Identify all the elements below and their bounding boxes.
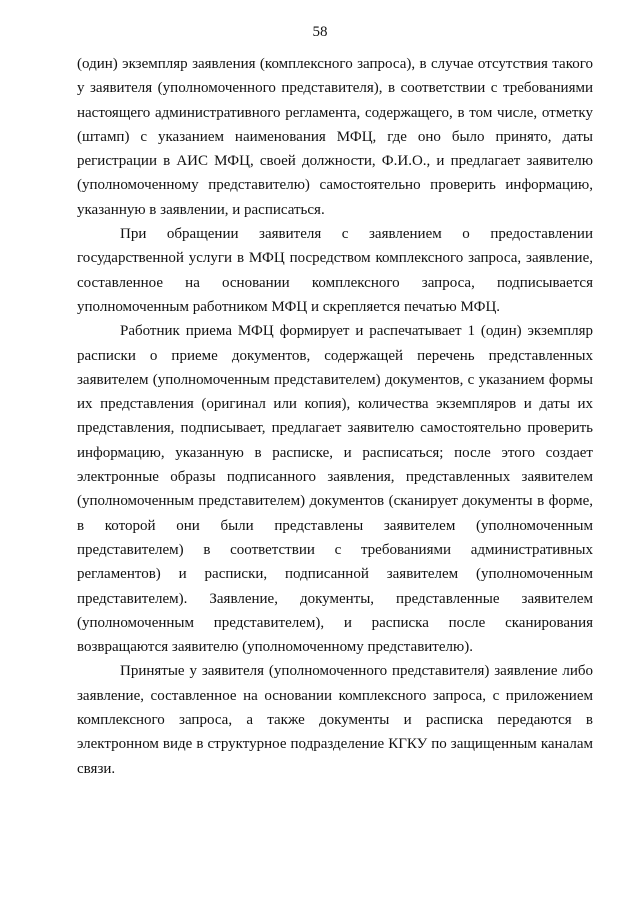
paragraph-continuation: (один) экземпляр заявления (комплексного запроса), в случае отсутствия такого у заявителя (уполномоченного представителя), в соответствии с требованиями настоящего административного регламента, содержащего, в том числе, отметку (штамп) с указанием наименования МФЦ, где оно было принято, даты регистрации в АИС МФЦ, своей должности, Ф.И.О., и предлагает заявителю (уполномоченному представителю) самостоятельно проверить информацию, указанную в заявлении, и расписаться.	[77, 56, 593, 218]
page-number: 58	[312, 24, 328, 40]
paragraph-complex-request: При обращении заявителя с заявлением о предоставлении государственной услуги в МФЦ посредством комплексного запроса, заявление, составленное на основании комплексного запроса, подписывается уполномоченным работником МФЦ и скрепляется печатью МФЦ.	[77, 226, 593, 315]
paragraph-transfer: Принятые у заявителя (уполномоченного представителя) заявление либо заявление, составленное на основании комплексного запроса, с приложением комплексного запроса, а также документы и расписка передаются в электронном виде в структурное подразделение КГКУ по защищенным каналам связи.	[77, 663, 593, 777]
paragraph-receipt: Работник приема МФЦ формирует и распечатывает 1 (один) экземпляр расписки о приеме документов, содержащей перечень представленных заявителем (уполномоченным представителем) документов, с указанием формы их представления (оригинал или копия), количества экземпляров и даты их представления, подписывает, предлагает заявителю самостоятельно проверить информацию, указанную в расписке, и расписаться; после этого создает электронные образы подписанного заявления, представленных заявителем (уполномоченным представителем) документов (сканирует документы в форме, в которой они были представлены заявителем (уполномоченным представителем) в соответствии с требованиями административных регламентов) и расписки, подписанной заявителем (уполномоченным представителем). Заявление, документы, представленные заявителем (уполномоченным представителем), и расписка после сканирования возвращаются заявителю (уполномоченному представителю).	[77, 323, 593, 656]
document-body	[77, 52, 593, 781]
